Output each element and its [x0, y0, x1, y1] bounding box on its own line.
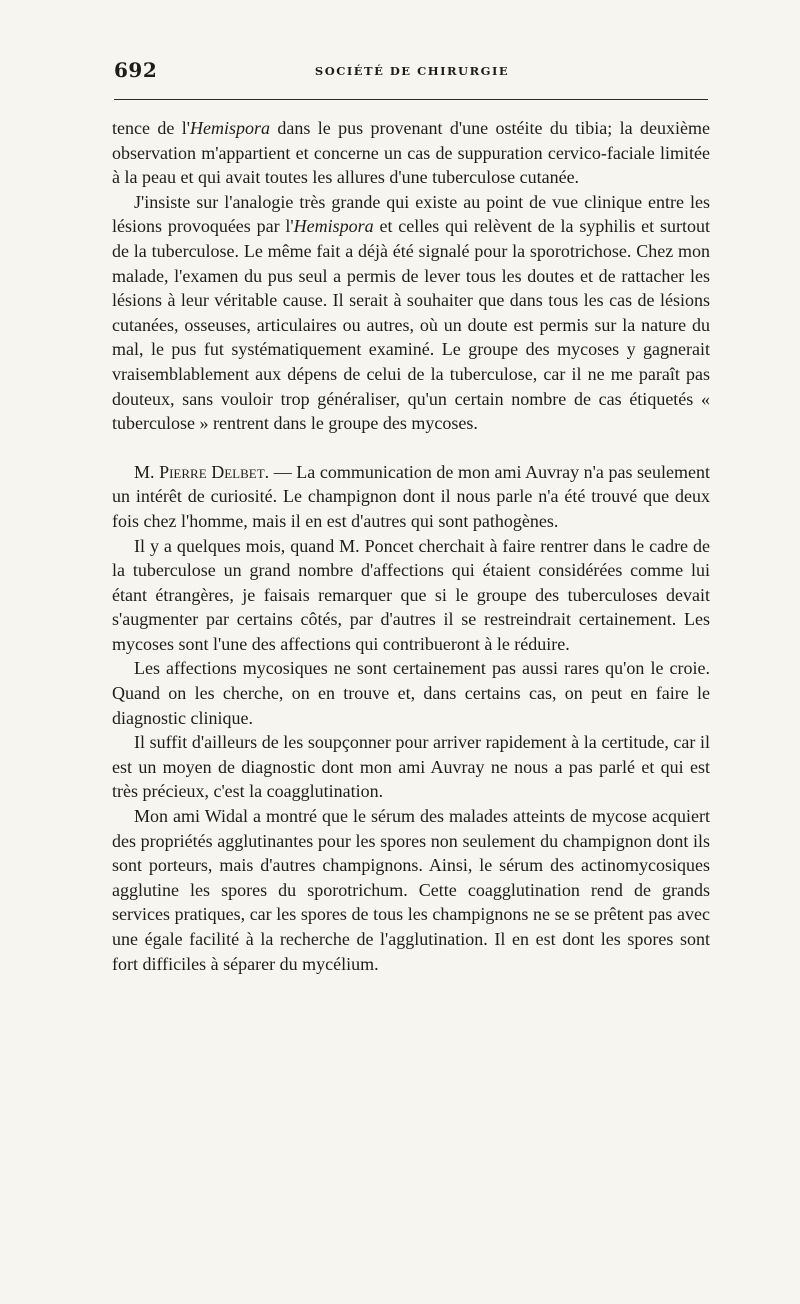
- paragraph-2: [112, 190, 710, 436]
- species-name: Hemispora: [293, 216, 374, 237]
- paragraph-text: et celles qui relèvent de la syphilis et surtout de la tuberculose. Le même fait a déjà été signalé pour la sporotrichose. Chez mon malade, l'examen du pus seul a permis de lever tous les doutes et de rattacher les lésions à leur véritable cause. Il serait à souhaiter que dans tous les cas de lésions cutanées, osseuses, articulaires ou autres, où un doute est permis sur la nature du mal, le pus fut systématiquement examiné. Le groupe des mycoses y gagnerait vraisemblablement aux dépens de celui de la tuberculose, car il ne me paraît pas douteux, sans vouloir trop généraliser, qu'un certain nombre de cas étiquetés « tuberculose » rentrent dans le groupe des mycoses.: [112, 216, 710, 434]
- paragraph-text: Il suffit d'ailleurs de les soupçonner pour arriver rapidement à la certitude, car il est un moyen de diagnostic dont mon ami Auvray ne nous a pas parlé et qui est très précieux, c'est la coagglutination.: [112, 732, 710, 802]
- paragraph-1: [112, 116, 710, 190]
- paragraph-6: [112, 730, 710, 804]
- paragraph-text: J'insiste sur l'analogie très grande qui existe au point de vue clinique entre les lésions provoquées par l': [112, 191, 710, 237]
- header-rule: [114, 99, 708, 100]
- paragraph-3: [112, 460, 710, 534]
- paragraph-7: [112, 804, 710, 976]
- paragraph-text: Mon ami Widal a montré que le sérum des malades atteints de mycose acquiert des propriétés agglutinantes pour les spores non seulement du champignon dont ils sont porteurs, mais d'autres champignons. Ainsi, le sérum des actinomycosiques agglutine les spores du sporotrichum. Cette coagglutination rend de grands services pratiques, car les spores de tous les champignons ne se se prêtent pas avec une égale facilité à la recherche de l'agglutination. Il en est dont les spores sont fort difficiles à séparer du mycélium.: [112, 806, 710, 974]
- page-number: 692: [114, 58, 158, 82]
- species-name: Hemispora: [189, 118, 270, 138]
- running-title: SOCIÉTÉ DE CHIRURGIE: [314, 64, 510, 78]
- paragraph-text: Les affections mycosiques ne sont certainement pas aussi rares qu'on le croie. Quand on les cherche, on en trouve et, dans certains cas, on peut en faire le diagnostic clinique.: [112, 658, 710, 728]
- paragraph-text: dans le pus provenant d'une ostéite du tibia; la deuxième observation m'appartient et concerne un cas de suppuration cervico-faciale limitée à la peau et qui avait toutes les allures d'une tuberculose cutanée.: [112, 118, 710, 188]
- paragraph-5: [112, 656, 710, 730]
- paragraph-text: tence de l': [112, 118, 190, 138]
- page-body: [112, 116, 710, 976]
- paragraph-text: — La communication de mon ami Auvray n'a pas seulement un intérêt de curiosité. Le champignon dont il nous parle n'a été trouvé que deux fois chez l'homme, mais il en est d'autres qui sont pathogènes.: [112, 461, 710, 531]
- paragraph-text: Il y a quelques mois, quand M. Poncet cherchait à faire rentrer dans le cadre de la tuberculose un grand nombre d'affections qui étaient considérées comme lui étant étrangères, je faisais remarquer que si le groupe des tuberculoses devait s'augmenter par certains côtés, par d'autres il se restreindrait certainement. Les mycoses sont l'une des affections qui contribueront à le réduire.: [112, 535, 710, 654]
- page-header: [114, 58, 710, 86]
- paragraph-4: [112, 534, 710, 657]
- speaker-name: M. Pierre Delbet.: [134, 461, 270, 482]
